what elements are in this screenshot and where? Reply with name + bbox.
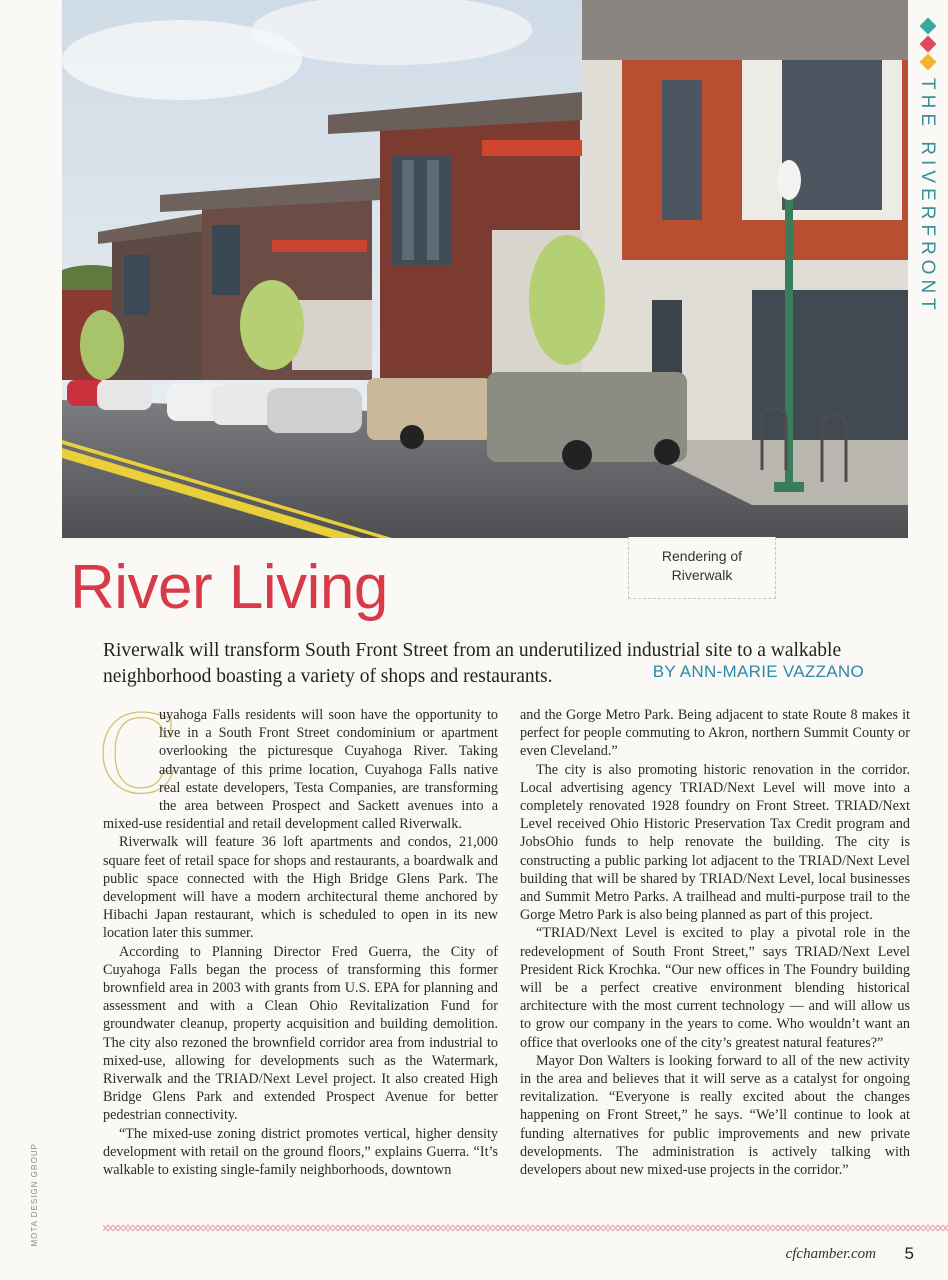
page-number: 5 — [904, 1244, 914, 1263]
paragraph-text: uyahoga Falls residents will soon have the opportunity to live in a South Front Street condominium or apartment overlooking the picturesque Cuyahoga River. Taking advantage of this prime location, Cuyahoga Falls native real estate developers, Testa Companies, are transforming the area between Prospect and Sackett avenues into a mixed-use residential and retail development called Riverwalk. — [103, 707, 498, 833]
article-deck: Riverwalk will transform South Front Street from an underutilized industrial site to a walkable neighborhood boasting a variety of shops and restaurants. — [103, 640, 842, 687]
article-paragraph: “TRIAD/Next Level is excited to play a pivotal role in the redevelopment of South Front Street,” says TRIAD/Next Level President Rick Krochka. “Our new offices in The Foundry building will be a perfect creative environment blending historical architecture with the most current technology — and will allow us to grow our company in the years to come. Who wouldn’t want an office that overlooks one of the city’s greatest natural features?” — [520, 925, 910, 1051]
article-paragraph: According to Planning Director Fred Guerra, the City of Cuyahoga Falls began the process of transforming this former brownfield area in 2003 with grants from U.S. EPA for planning and assessment and with a Clean Ohio Revitalization Fund for groundwater cleanup, property acquisition and building demolition. The city also rezoned the brownfield corridor area from industrial to mixed-use, allowing for developments such as the Watermark, Riverwalk and the TRIAD/Next Level project. It also created High Bridge Glens Park and extended Prospect Avenue for better pedestrian connectivity. — [103, 943, 498, 1124]
article-paragraph: The city is also promoting historic renovation in the corridor. Local advertising agency TRIAD/Next Level will move into a completely renovated 1928 foundry on Front Street. TRIAD/Next Level received Ohio Historic Preservation Tax Credit program and JobsOhio funds to help renovate the building. The city is constructing a public parking lot adjacent to the TRIAD/Next Level building that will be shared by TRIAD/Next Level, local businesses and Summit Metro Parks. A trailhead and multi-purpose trail to the Gorge Metro Park is also being planned as part of this project. — [520, 761, 910, 924]
riverwalk-rendering-image — [62, 0, 908, 538]
section-diamond-icon — [920, 36, 937, 53]
photo-caption — [628, 537, 776, 599]
photo-caption-line: Rendering of — [661, 548, 743, 564]
article-column-1 — [97, 693, 498, 1179]
article-paragraph — [97, 693, 498, 833]
article-paragraph: and the Gorge Metro Park. Being adjacent to state Route 8 makes it perfect for people commuting to Akron, northern Summit County or even Cleveland.” — [520, 707, 910, 760]
article-paragraph: “The mixed-use zoning district promotes vertical, higher density development with retail on the ground floors,” explains Guerra. “It’s walkable to existing single-family neighborhoods, downtown — [103, 1125, 498, 1179]
section-diamond-icon — [920, 18, 937, 35]
section-diamond-icon — [920, 54, 937, 71]
section-label: THE RIVERFRONT — [917, 78, 938, 315]
article-byline: BY ANN-MARIE VAZZANO — [652, 662, 864, 681]
footer-site-url: cfchamber.com — [785, 1246, 876, 1262]
drop-cap: C — [97, 693, 180, 818]
article-paragraph: Mayor Don Walters is looking forward to all of the new activity in the area and believes that it will serve as a catalyst for ongoing revitalization. “Everyone is really excited about the changes happening on Front Street,” he says. “We’ll continue to look at funding alternatives for public improvements and new private developments. The administration is actively talking with developers about new mixed-use projects in the corridor.” — [520, 1052, 910, 1179]
image-credit: MOTA DESIGN GROUP — [30, 1143, 39, 1247]
article-column-2 — [520, 706, 910, 1179]
section-tab — [908, 0, 948, 540]
article-paragraph: Riverwalk will feature 36 loft apartments and condos, 21,000 square feet of retail space for shops and restaurants, a boardwalk and public space connected with the High Bridge Glens Park. The development will have a modern architectural theme anchored by Hibachi Japan restaurant, which is scheduled to open in its new location later this summer. — [103, 834, 498, 942]
photo-caption-line: Riverwalk — [671, 567, 733, 583]
article-headline: River Living — [70, 553, 388, 622]
footer-zigzag-divider — [103, 1222, 948, 1234]
